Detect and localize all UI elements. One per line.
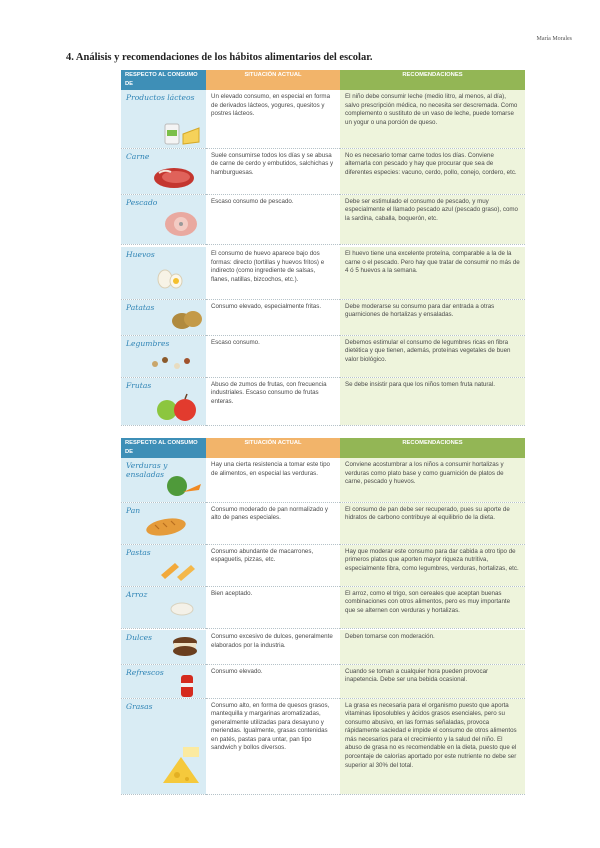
fruits-icon bbox=[155, 392, 201, 424]
header-food: RESPECTO AL CONSUMO DE bbox=[121, 438, 206, 458]
food-name: Legumbres bbox=[126, 338, 170, 348]
table-lacteos-pescado bbox=[121, 70, 525, 245]
food-cell-legumbres bbox=[121, 335, 206, 377]
food-cell-verduras bbox=[121, 458, 206, 502]
food-name: Refrescos bbox=[126, 667, 164, 677]
table-row bbox=[121, 544, 525, 586]
recommendation-cell: Se debe insistir para que los niños tomen fruta natural. bbox=[340, 377, 525, 425]
header-situation: SITUACIÓN ACTUAL bbox=[206, 70, 340, 90]
food-name: Grasas bbox=[126, 701, 153, 711]
table-row bbox=[121, 502, 525, 544]
food-cell-pan bbox=[121, 502, 206, 544]
food-name: Frutas bbox=[126, 380, 152, 390]
table-row bbox=[121, 630, 525, 664]
recommendation-cell: Hay que moderar este consumo para dar cabida a otro tipo de primeros platos que aporten mayor riqueza nutritiva, especialmente fibra, como legumbres, verduras, hortalizas, etc. bbox=[340, 544, 525, 586]
recommendation-cell: Deben tomarse con moderación. bbox=[340, 630, 525, 664]
recommendation-cell: No es necesario tomar carne todos los días. Conviene alternarla con pescado y hay que procurar que sea de diferentes especies: vacuno, cerdo, pollo, conejo, cordero, etc. bbox=[340, 148, 525, 194]
food-name: Pan bbox=[126, 505, 141, 515]
table-verduras-arroz bbox=[121, 438, 525, 629]
food-name: Pastas bbox=[126, 547, 151, 557]
table-row bbox=[121, 698, 525, 794]
table-row bbox=[121, 148, 525, 194]
fish-icon bbox=[161, 209, 201, 239]
legumes-icon bbox=[147, 352, 197, 374]
page-title: 4. Análisis y recomendaciones de los hábitos alimentarios del escolar. bbox=[66, 52, 373, 63]
table-row bbox=[121, 247, 525, 299]
recommendation-cell: La grasa es necesaria para el organismo puesto que aporta vitaminas liposolubles y ácidos grasos esenciales, pero su consumo abusivo, en las formas señaladas, provoca rápidamente saciedad e impide el consumo de otros alimentos más necesarios para el crecimiento y la salud del niño. El abuso de grasa no es recomendable en la dieta, puesto que el porcentaje de calorías aportado por este nutriente no debe ser superior al 30% del total. bbox=[340, 698, 525, 794]
meat-icon bbox=[151, 165, 197, 191]
situation-cell: El consumo de huevo aparece bajo dos formas: directo (tortillas y huevos fritos) e indirecto (como ingrediente de salsas, flanes, natillas, bizcochos, etc.). bbox=[206, 247, 340, 299]
food-cell-huevos bbox=[121, 247, 206, 299]
food-cell-refrescos bbox=[121, 664, 206, 698]
food-name: Arroz bbox=[126, 589, 148, 599]
recommendation-cell: El consumo de pan debe ser recuperado, pues su aporte de hidratos de carbono contribuye al equilibrio de la dieta. bbox=[340, 502, 525, 544]
situation-cell: Abuso de zumos de frutas, con frecuencia industriales. Escaso consumo de frutas enteras. bbox=[206, 377, 340, 425]
food-cell-frutas bbox=[121, 377, 206, 425]
situation-cell: Un elevado consumo, en especial en forma de derivados lácteos, yogures, quesitos y postres lácteos. bbox=[206, 90, 340, 148]
header-situation: SITUACIÓN ACTUAL bbox=[206, 438, 340, 458]
header-food: RESPECTO AL CONSUMO DE bbox=[121, 70, 206, 90]
table-header bbox=[121, 438, 525, 458]
table-row bbox=[121, 586, 525, 628]
cheese-butter-icon bbox=[159, 743, 203, 789]
bread-icon bbox=[143, 515, 189, 539]
table-row bbox=[121, 377, 525, 425]
recommendation-cell: Debe moderarse su consumo para dar entrada a otras guarniciones de hortalizas y ensaladas. bbox=[340, 299, 525, 335]
food-cell-dulces bbox=[121, 630, 206, 664]
food-name: Huevos bbox=[126, 250, 155, 259]
header-recommendation: RECOMENDACIONES bbox=[340, 70, 525, 90]
situation-cell: Bien aceptado. bbox=[206, 586, 340, 628]
pasta-icon bbox=[157, 555, 199, 583]
food-name: Pescado bbox=[126, 197, 158, 207]
situation-cell: Consumo abundante de macarrones, espaguetis, pizzas, etc. bbox=[206, 544, 340, 586]
soda-can-icon bbox=[179, 673, 195, 699]
table-row bbox=[121, 90, 525, 148]
header-recommendation: RECOMENDACIONES bbox=[340, 438, 525, 458]
sweets-icon bbox=[171, 634, 199, 660]
food-name: Patatas bbox=[126, 302, 155, 312]
rice-icon bbox=[169, 597, 195, 617]
recommendation-cell: Debemos estimular el consumo de legumbres ricas en fibra dietética y que tienen, además, proteínas vegetales de buen valor biológico. bbox=[340, 335, 525, 377]
situation-cell: Escaso consumo. bbox=[206, 335, 340, 377]
food-cell-pastas bbox=[121, 544, 206, 586]
vegetables-icon bbox=[165, 472, 203, 500]
situation-cell: Suele consumirse todos los días y se abusa de carne de cerdo y embutidos, salchichas y hamburguesas. bbox=[206, 148, 340, 194]
recommendation-cell: El arroz, como el trigo, son cereales que aceptan buenas combinaciones con otros alimentos, pero es muy importante que se alternen con verduras y hortalizas. bbox=[340, 586, 525, 628]
potatoes-icon bbox=[171, 308, 203, 332]
recommendation-cell: El huevo tiene una excelente proteína, comparable a la de la carne o el pescado. Pero hay que tratar de consumir no más de 4 ó 5 huevos a la semana. bbox=[340, 247, 525, 299]
table-huevos-frutas bbox=[121, 247, 525, 426]
table-row bbox=[121, 335, 525, 377]
situation-cell: Escaso consumo de pescado. bbox=[206, 194, 340, 244]
author-name: María Morales bbox=[536, 36, 572, 42]
food-name: Carne bbox=[126, 151, 150, 161]
recommendation-cell: Cuando se toman a cualquier hora pueden provocar inapetencia. Debe ser una bebida ocasional. bbox=[340, 664, 525, 698]
table-row bbox=[121, 194, 525, 244]
food-cell-grasas bbox=[121, 698, 206, 794]
situation-cell: Consumo alto, en forma de quesos grasos, mantequilla y margarinas aromatizadas, generalmente utilizadas para desayuno y meriendas. Igualmente, grasas contenidas en patés, pastas para untar, pan tipo sandwich y bollos diversos. bbox=[206, 698, 340, 794]
situation-cell: Hay una cierta resistencia a tomar este tipo de alimentos, en especial las verduras. bbox=[206, 458, 340, 502]
food-name: Productos lácteos bbox=[126, 93, 195, 102]
recommendation-cell: El niño debe consumir leche (medio litro, al menos, al día), salvo prescripción médica, no necesita ser descremada. Como complemento o sustituto de un vaso de leche, puede tomarse un yogur o una porción de queso. bbox=[340, 90, 525, 148]
table-row bbox=[121, 458, 525, 502]
situation-cell: Consumo elevado. bbox=[206, 664, 340, 698]
situation-cell: Consumo elevado, especialmente fritas. bbox=[206, 299, 340, 335]
dairy-icon bbox=[163, 120, 203, 146]
table-row bbox=[121, 299, 525, 335]
food-name: Dulces bbox=[126, 633, 153, 642]
food-cell-arroz bbox=[121, 586, 206, 628]
food-cell-lacteos bbox=[121, 90, 206, 148]
food-cell-pescado bbox=[121, 194, 206, 244]
eggs-icon bbox=[155, 269, 185, 289]
food-name: Verduras y ensaladas bbox=[126, 461, 168, 479]
recommendation-cell: Conviene acostumbrar a los niños a consumir hortalizas y verduras como plato base y como guarnición de platos de carne, pescado y huevos. bbox=[340, 458, 525, 502]
food-cell-patatas bbox=[121, 299, 206, 335]
table-row bbox=[121, 664, 525, 698]
situation-cell: Consumo excesivo de dulces, generalmente elaborados por la industria. bbox=[206, 630, 340, 664]
table-header bbox=[121, 70, 525, 90]
table-dulces-grasas bbox=[121, 630, 525, 795]
food-cell-carne bbox=[121, 148, 206, 194]
recommendation-cell: Debe ser estimulado el consumo de pescado, y muy especialmente el llamado pescado azul (pescado graso), como la sardina, caballa, boquerón, etc. bbox=[340, 194, 525, 244]
situation-cell: Consumo moderado de pan normalizado y alto de panes especiales. bbox=[206, 502, 340, 544]
